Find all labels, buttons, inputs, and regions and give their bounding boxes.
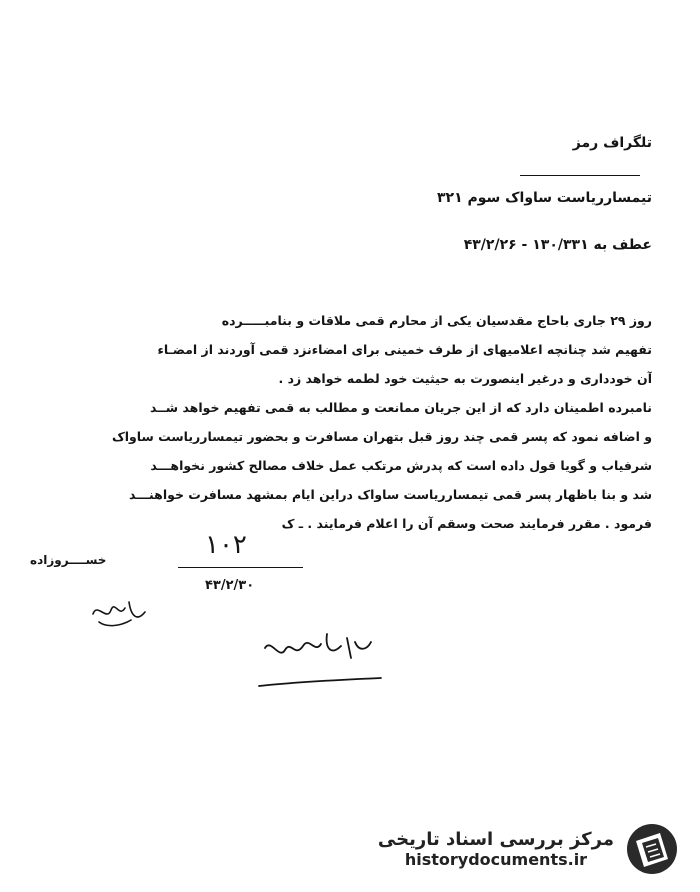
body-line: تفهیم شد چنانچه اعلامیهای از طرف خمینی برای امضاءنزد قمی آوردند از امضـاء: [157, 342, 652, 357]
archive-name: مرکز بررسی اسناد تاریخی: [377, 829, 614, 850]
signatory-name: خســــروزاده: [30, 553, 107, 567]
handwritten-signature: [255, 628, 385, 703]
body-line: شرفیاب و گویا قول داده است که پدرش مرتکب عمل خلاف مصالح کشور نخواهـــد: [150, 458, 652, 473]
recipient-line: تیمسارریاست ساواک سوم ۳۲۱: [436, 190, 652, 206]
body-line: شد و بنا باظهار پسر قمی تیمسارریاست ساواک دراین ایام بمشهد مسافرت خواهنـــد: [129, 487, 652, 502]
body-line: آن خودداری و درغیر اینصورت به حیثیت خود لطمه خواهد زد .: [278, 371, 652, 386]
body-line: و اضافه نمود که پسر قمی چند روز قبل بتهران مسافرت و بحضور تیمسارریاست ساواک: [111, 429, 652, 444]
reference-line: عطف به ۱۳۰/۳۳۱ - ۴۳/۲/۲۶: [463, 237, 652, 253]
heading-underline: [520, 175, 640, 176]
body-line: نامبرده اطمینان دارد که از این جریان ممانعت و مطالب به قمی تفهیم خواهد شــد: [150, 400, 652, 415]
initials-scribble: [85, 592, 155, 632]
body-line: روز ۲۹ جاری باحاج مقدسیان یکی از محارم قمی ملاقات و بنامبـــــرده: [221, 313, 652, 328]
body-line: فرمود . مقرر فرمایند صحت وسقم آن را اعلام فرمایند . ـ ک: [281, 516, 652, 531]
number-underline: [178, 567, 303, 568]
archive-watermark: [378, 814, 680, 884]
handwritten-number: ۱۰۲: [205, 530, 247, 560]
archive-url: historydocuments.ir: [404, 850, 588, 869]
archive-logo-icon: [624, 821, 680, 877]
letter-body: [32, 306, 652, 538]
telegraph-heading: تلگراف رمز: [572, 135, 652, 151]
signature-date: ۴۳/۲/۳۰: [205, 578, 255, 593]
